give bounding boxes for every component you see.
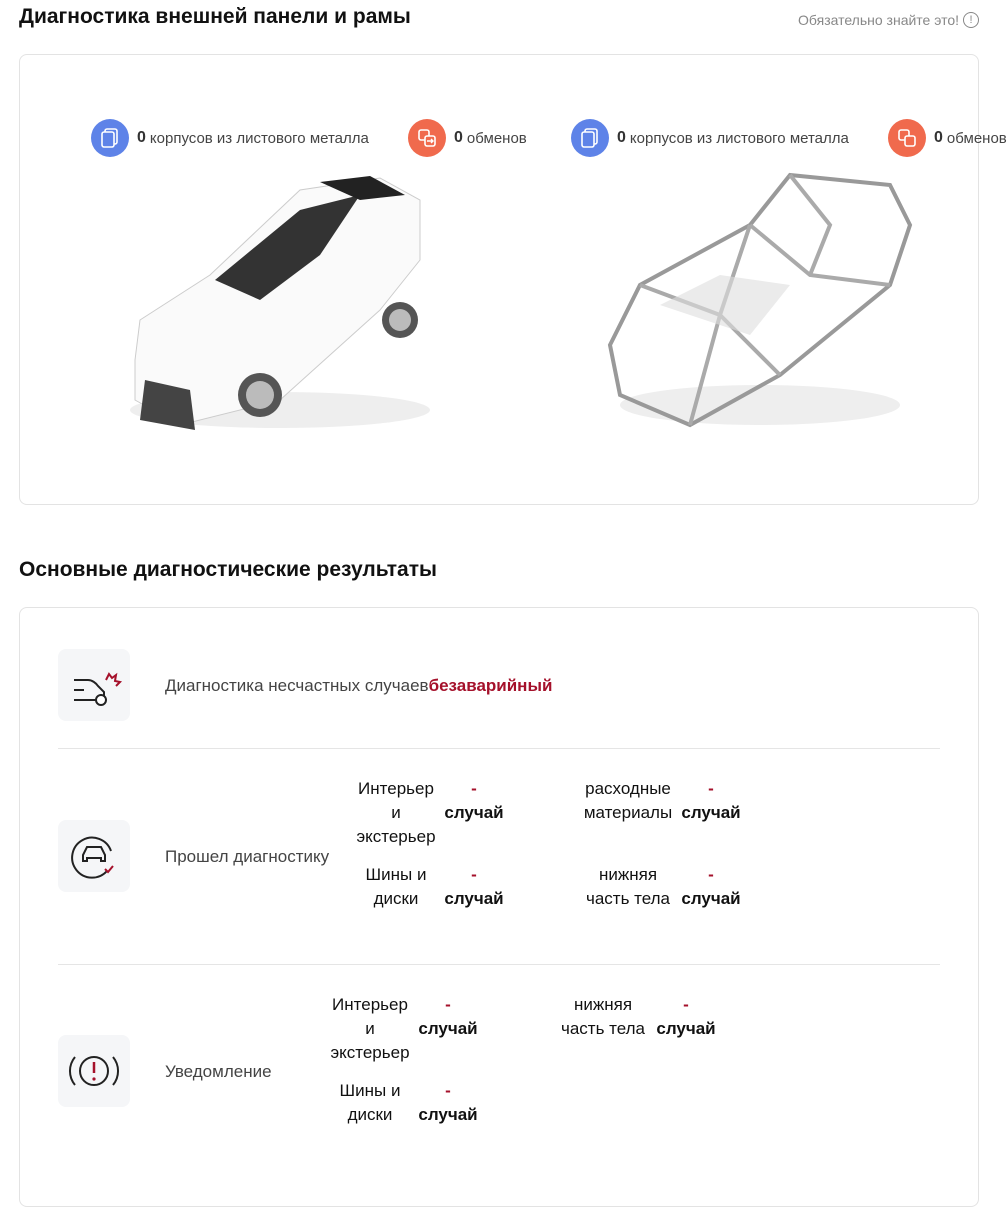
item-name: Шины и диски	[339, 1081, 401, 1124]
passed-item	[578, 863, 744, 911]
item-dash: -	[445, 995, 451, 1014]
sheet-metal-stat	[91, 119, 369, 157]
warning-icon	[58, 1035, 130, 1107]
sheet-metal-icon	[571, 119, 609, 157]
item-dash: -	[445, 1081, 451, 1100]
car-frame-image	[600, 165, 920, 435]
car-crash-icon	[58, 649, 130, 721]
item-name: Интерьер и экстерьер	[330, 995, 410, 1062]
item-value: случай	[656, 1019, 716, 1038]
info-icon: !	[963, 12, 979, 28]
notice-label: Уведомление	[165, 1062, 272, 1081]
page-title: Диагностика внешней панели и рамы	[19, 5, 411, 28]
exchange-count: 0	[934, 129, 943, 146]
item-value: случай	[681, 889, 741, 908]
notice-item	[325, 993, 481, 1065]
panel-frame-card	[19, 54, 1007, 505]
item-dash: -	[683, 995, 689, 1014]
accident-value: безаварийный	[428, 676, 553, 695]
item-dash: -	[708, 779, 714, 798]
exchange-icon	[408, 119, 446, 157]
passed-item	[351, 777, 507, 849]
item-dash: -	[708, 865, 714, 884]
accident-row	[58, 608, 940, 749]
sheet-label: корпусов из листового металла	[149, 129, 369, 147]
item-name: Шины и диски	[365, 865, 427, 908]
notice-item	[553, 993, 719, 1041]
car-exterior-image	[120, 170, 440, 440]
passed-item	[578, 777, 744, 825]
exchange-label: обменов	[466, 129, 527, 147]
sheet-metal-stat	[571, 119, 849, 157]
item-name: расходные материалы	[583, 779, 673, 822]
item-name: нижняя часть тела	[560, 995, 646, 1038]
must-know-label: Обязательно знайте это!	[798, 12, 959, 28]
car-check-icon	[58, 820, 130, 892]
results-card	[19, 607, 979, 1207]
exchange-icon	[888, 119, 926, 157]
item-value: случай	[418, 1105, 478, 1124]
item-value: случай	[418, 1019, 478, 1038]
exchange-count: 0	[454, 129, 463, 146]
passed-item	[351, 863, 507, 911]
sheet-label: корпусов из листового металла	[629, 129, 849, 147]
accident-label: Диагностика несчастных случаев	[165, 676, 429, 695]
must-know-link[interactable]	[798, 12, 979, 28]
sheet-count: 0	[137, 129, 146, 146]
sheet-metal-icon	[91, 119, 129, 157]
passed-label: Прошел диагностику	[165, 847, 330, 866]
item-dash: -	[471, 779, 477, 798]
notice-row	[58, 965, 940, 1185]
exchange-stat	[408, 119, 527, 157]
item-name: нижняя часть тела	[585, 865, 671, 908]
item-value: случай	[681, 803, 741, 822]
item-dash: -	[471, 865, 477, 884]
exchange-label: обменов	[946, 129, 1007, 147]
notice-item	[325, 1079, 481, 1127]
results-title: Основные диагностические результаты	[19, 558, 437, 581]
exchange-stat	[888, 119, 1007, 157]
item-value: случай	[444, 889, 504, 908]
passed-row	[58, 749, 940, 965]
item-value: случай	[444, 803, 504, 822]
item-name: Интерьер и экстерьер	[356, 779, 436, 846]
sheet-count: 0	[617, 129, 626, 146]
